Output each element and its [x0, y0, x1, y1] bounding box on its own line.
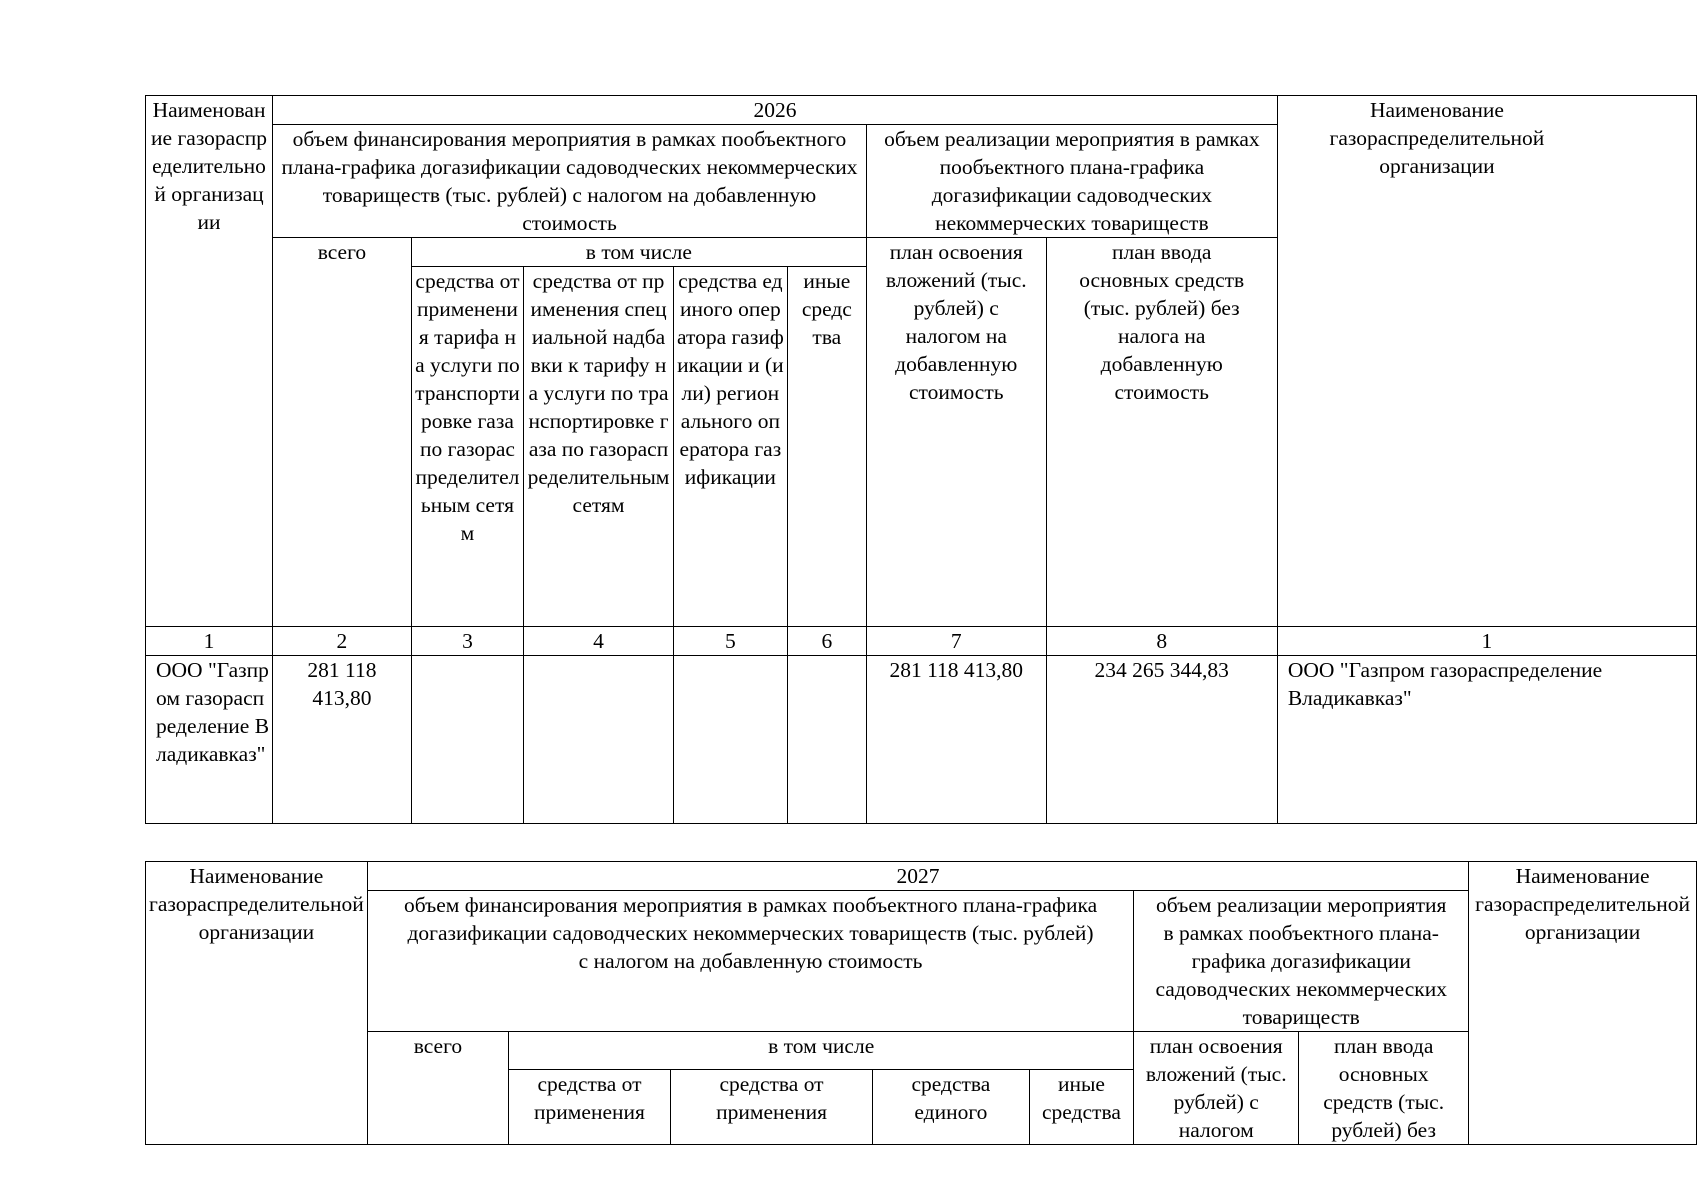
implementation-header: объем реализации мероприятия в рамках пообъектного плана-графика догазификации садоводческих некоммерческих товариществ: [866, 125, 1277, 238]
table-2027: [145, 861, 1697, 1145]
column-number: 6: [787, 627, 866, 656]
operator-header: средства единого оператора газификации и (или) регионального оператора газификации: [673, 267, 787, 627]
other-cell: [787, 656, 866, 824]
right-name-header: Наименование газораспределительной организации: [1277, 96, 1696, 627]
fixed-assets-header: план ввода основных средств (тыс. рублей) без налога на добавленную стоимость: [1046, 238, 1277, 627]
year-header: 2026: [273, 96, 1278, 125]
tariff-header: средства от применения тарифа на услуги по транспортировке газа по газораспределительным сетям: [411, 267, 523, 627]
investment-cell: 281 118 413,80: [866, 656, 1046, 824]
financing-header: объем финансирования мероприятия в рамках пообъектного плана-графика догазификации садоводческих некоммерческих товариществ (тыс. рублей) с налогом на добавленную стоимость: [367, 891, 1134, 1032]
column-number: 5: [673, 627, 787, 656]
fixed-assets-header: план ввода основных средств (тыс. рублей) без: [1299, 1032, 1469, 1145]
table-2026: [145, 95, 1697, 824]
investment-header: план освоения вложений (тыс. рублей) с налогом: [1134, 1032, 1299, 1145]
fixed-assets-cell: 234 265 344,83: [1046, 656, 1277, 824]
total-header: всего: [273, 238, 412, 627]
column-number: 8: [1046, 627, 1277, 656]
column-number: 2: [273, 627, 412, 656]
including-header: в том числе: [411, 238, 866, 267]
surcharge-header: средства от применения специальной надбавки к тарифу на услуги по транспортировке газа по газораспределительным сетям: [524, 267, 674, 627]
organization-cell: ООО "Газпром газораспределение Владикавказ": [146, 656, 273, 824]
column-number: 3: [411, 627, 523, 656]
column-number: 1: [146, 627, 273, 656]
operator-cell: [673, 656, 787, 824]
total-header: всего: [367, 1032, 508, 1145]
investment-header: план освоения вложений (тыс. рублей) с налогом на добавленную стоимость: [866, 238, 1046, 627]
operator-header: средства единого: [873, 1070, 1029, 1145]
other-header: иные средства: [1029, 1070, 1134, 1145]
right-name-header: Наименование газораспределительной организации: [1469, 862, 1697, 1145]
other-header: иные средства: [787, 267, 866, 627]
surcharge-header: средства от применения: [670, 1070, 872, 1145]
column-number: 1: [1277, 627, 1696, 656]
financing-header: объем финансирования мероприятия в рамках пообъектного плана-графика догазификации садоводческих некоммерческих товариществ (тыс. рублей) с налогом на добавленную стоимость: [273, 125, 867, 238]
column-number: 7: [866, 627, 1046, 656]
name-header: Наименование газораспределительной организации: [146, 96, 273, 627]
implementation-header: объем реализации мероприятия в рамках пообъектного плана-графика догазификации садоводческих некоммерческих товариществ: [1134, 891, 1469, 1032]
column-number: 4: [524, 627, 674, 656]
tariff-header: средства от применения: [509, 1070, 671, 1145]
tariff-cell: [411, 656, 523, 824]
surcharge-cell: [524, 656, 674, 824]
right-organization-cell: ООО "Газпром газораспределение Владикавказ": [1277, 656, 1696, 824]
year-header: 2027: [367, 862, 1468, 891]
name-header: Наименование газораспределительной организации: [146, 862, 368, 1145]
including-header: в том числе: [509, 1032, 1134, 1070]
total-cell: 281 118 413,80: [273, 656, 412, 824]
